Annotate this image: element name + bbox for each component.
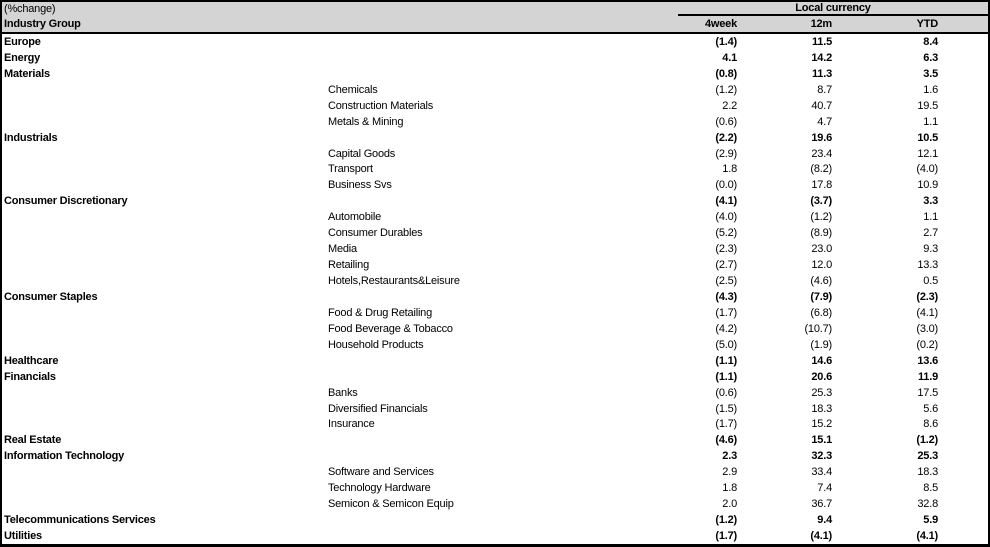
cell-ytd: (1.2): [916, 434, 938, 447]
cell-12m: (7.9): [810, 290, 832, 303]
row-label: Food Beverage & Tobacco: [328, 322, 453, 335]
cell-ytd: 25.3: [917, 450, 938, 463]
row-label: Healthcare: [4, 354, 59, 367]
cell-ytd: (4.1): [916, 530, 938, 543]
cell-4week: (1.2): [715, 514, 737, 527]
table-row-consumer-discretionary: [2, 193, 988, 209]
cell-4week: (2.5): [715, 275, 737, 288]
table-row-food-beverage-tobacco: [2, 321, 988, 337]
cell-ytd: 8.6: [923, 418, 938, 431]
cell-4week: (1.7): [715, 306, 737, 319]
table-row-real-estate: [2, 432, 988, 448]
table-row-healthcare: [2, 353, 988, 369]
cell-4week: 2.2: [722, 99, 737, 112]
cell-4week: 2.9: [722, 466, 737, 479]
cell-ytd: 6.3: [923, 51, 938, 64]
cell-12m: (8.2): [810, 163, 832, 176]
table-row-utilities: [2, 528, 988, 544]
row-label: Financials: [4, 370, 56, 383]
cell-ytd: 17.5: [917, 386, 938, 399]
table-row-consumer-staples: [2, 289, 988, 305]
cell-ytd: 32.8: [917, 498, 938, 511]
column-header-4week: 4week: [704, 18, 737, 30]
row-label: Business Svs: [328, 179, 392, 192]
cell-ytd: 1.1: [923, 211, 938, 224]
table-row-chemicals: [2, 82, 988, 98]
cell-12m: 14.2: [811, 51, 832, 64]
table-row-retailing: [2, 257, 988, 273]
cell-ytd: 13.6: [917, 354, 938, 367]
cell-12m: 7.4: [817, 482, 832, 495]
cell-4week: (1.2): [715, 83, 737, 96]
row-label: Europe: [4, 35, 41, 48]
row-label: Banks: [328, 386, 358, 399]
column-header-12m: 12m: [810, 18, 832, 30]
cell-12m: 40.7: [811, 99, 832, 112]
row-label: Food & Drug Retailing: [328, 306, 433, 319]
row-label: Capital Goods: [328, 147, 396, 160]
cell-12m: 11.5: [811, 35, 832, 48]
table-row-financials: [2, 369, 988, 385]
row-label: Consumer Discretionary: [4, 195, 128, 208]
cell-12m: (10.7): [804, 322, 832, 335]
cell-ytd: 8.5: [923, 482, 938, 495]
cell-12m: 14.6: [811, 354, 832, 367]
cell-ytd: 10.5: [917, 131, 938, 144]
cell-ytd: 18.3: [917, 466, 938, 479]
cell-ytd: 10.9: [917, 179, 938, 192]
cell-ytd: (3.0): [916, 322, 938, 335]
cell-ytd: 9.3: [923, 243, 938, 256]
cell-4week: 4.1: [722, 51, 737, 64]
cell-12m: (8.9): [810, 227, 832, 240]
table-row-media: [2, 241, 988, 257]
table-row-materials: [2, 66, 988, 82]
cell-12m: (6.8): [810, 306, 832, 319]
table-row-transport: [2, 162, 988, 178]
table-header: [2, 2, 988, 34]
cell-12m: 23.4: [811, 147, 832, 160]
row-label: Materials: [4, 67, 50, 80]
cell-4week: 2.0: [722, 498, 737, 511]
cell-12m: (3.7): [810, 195, 832, 208]
row-label: Energy: [4, 51, 41, 64]
cell-4week: (4.0): [715, 211, 737, 224]
cell-ytd: 5.6: [923, 402, 938, 415]
cell-ytd: 13.3: [917, 259, 938, 272]
cell-ytd: 5.9: [923, 514, 938, 527]
row-label: Metals & Mining: [328, 115, 404, 128]
industry-group-header: Industry Group: [4, 18, 81, 30]
cell-4week: (2.3): [715, 243, 737, 256]
cell-4week: (2.7): [715, 259, 737, 272]
header-row-columns: [2, 16, 988, 32]
cell-12m: 8.7: [817, 83, 832, 96]
cell-ytd: 8.4: [923, 35, 938, 48]
table-row-household-products: [2, 337, 988, 353]
table-row-technology-hardware: [2, 480, 988, 496]
table-row-telecommunications-services: [2, 512, 988, 528]
cell-ytd: 11.9: [917, 370, 938, 383]
cell-4week: (4.2): [715, 322, 737, 335]
local-currency-header: Local currency: [678, 2, 988, 16]
cell-ytd: 19.5: [917, 99, 938, 112]
table-row-software-and-services: [2, 464, 988, 480]
table-row-europe: [2, 34, 988, 50]
cell-12m: (4.1): [810, 530, 832, 543]
row-label: Chemicals: [328, 83, 378, 96]
cell-ytd: 3.3: [923, 195, 938, 208]
cell-4week: (1.1): [715, 354, 737, 367]
cell-4week: (0.6): [715, 115, 737, 128]
row-label: Technology Hardware: [328, 482, 431, 495]
table-row-capital-goods: [2, 146, 988, 162]
table-row-energy: [2, 50, 988, 66]
column-header-ytd: YTD: [916, 18, 938, 30]
row-label: Household Products: [328, 338, 424, 351]
cell-4week: (0.6): [715, 386, 737, 399]
cell-ytd: 1.6: [923, 83, 938, 96]
cell-4week: (1.7): [715, 418, 737, 431]
row-label: Consumer Durables: [328, 227, 423, 240]
cell-4week: (2.2): [715, 131, 737, 144]
row-label: Software and Services: [328, 466, 434, 479]
cell-4week: (2.9): [715, 147, 737, 160]
cell-12m: 23.0: [811, 243, 832, 256]
cell-ytd: (4.0): [916, 163, 938, 176]
cell-12m: 15.2: [811, 418, 832, 431]
cell-4week: (0.8): [715, 67, 737, 80]
cell-12m: 19.6: [811, 131, 832, 144]
cell-4week: (1.1): [715, 370, 737, 383]
cell-4week: (4.3): [715, 290, 737, 303]
table-row-information-technology: [2, 448, 988, 464]
cell-12m: 20.6: [811, 370, 832, 383]
cell-ytd: (4.1): [916, 306, 938, 319]
cell-ytd: (0.2): [916, 338, 938, 351]
cell-4week: 1.8: [722, 163, 737, 176]
cell-12m: 11.3: [811, 67, 832, 80]
cell-12m: (1.9): [810, 338, 832, 351]
header-row-change: [2, 2, 988, 16]
cell-4week: (1.5): [715, 402, 737, 415]
row-label: Telecommunications Services: [4, 514, 156, 527]
table-row-hotels-restaurants-leisure: [2, 273, 988, 289]
cell-12m: (4.6): [810, 275, 832, 288]
cell-ytd: 1.1: [923, 115, 938, 128]
cell-ytd: 3.5: [923, 67, 938, 80]
cell-4week: (0.0): [715, 179, 737, 192]
row-label: Automobile: [328, 211, 382, 224]
cell-12m: (1.2): [810, 211, 832, 224]
cell-ytd: 12.1: [917, 147, 938, 160]
row-label: Semicon & Semicon Equip: [328, 498, 454, 511]
cell-12m: 18.3: [811, 402, 832, 415]
table-body: [2, 34, 988, 544]
table-row-automobile: [2, 209, 988, 225]
row-label: Transport: [328, 163, 373, 176]
row-label: Hotels,Restaurants&Leisure: [328, 275, 460, 288]
table-row-insurance: [2, 417, 988, 433]
cell-4week: (5.2): [715, 227, 737, 240]
table-row-construction-materials: [2, 98, 988, 114]
row-label: Insurance: [328, 418, 375, 431]
table-row-industrials: [2, 130, 988, 146]
cell-ytd: 2.7: [923, 227, 938, 240]
table-row-diversified-financials: [2, 401, 988, 417]
table-row-banks: [2, 385, 988, 401]
row-label: Retailing: [328, 259, 370, 272]
row-label: Real Estate: [4, 434, 62, 447]
percent-change-label: (%change): [4, 3, 56, 15]
cell-4week: (4.6): [715, 434, 737, 447]
table-row-food-drug-retailing: [2, 305, 988, 321]
table-row-semicon-semicon-equip: [2, 496, 988, 512]
row-label: Industrials: [4, 131, 58, 144]
row-label: Construction Materials: [328, 99, 434, 112]
cell-12m: 17.8: [811, 179, 832, 192]
row-label: Consumer Staples: [4, 290, 98, 303]
row-label: Diversified Financials: [328, 402, 428, 415]
cell-12m: 33.4: [811, 466, 832, 479]
cell-12m: 9.4: [817, 514, 832, 527]
table-row-metals-mining: [2, 114, 988, 130]
row-label: Media: [328, 243, 357, 256]
cell-12m: 32.3: [811, 450, 832, 463]
row-label: Information Technology: [4, 450, 125, 463]
row-label: Utilities: [4, 530, 42, 543]
cell-4week: (1.7): [715, 530, 737, 543]
table-row-consumer-durables: [2, 225, 988, 241]
cell-12m: 25.3: [811, 386, 832, 399]
cell-12m: 36.7: [811, 498, 832, 511]
cell-12m: 15.1: [811, 434, 832, 447]
cell-12m: 12.0: [811, 259, 832, 272]
cell-12m: 4.7: [817, 115, 832, 128]
cell-4week: 2.3: [722, 450, 737, 463]
cell-ytd: (2.3): [916, 290, 938, 303]
cell-4week: (1.4): [715, 35, 737, 48]
cell-4week: 1.8: [722, 482, 737, 495]
table-row-business-svs: [2, 177, 988, 193]
cell-4week: (4.1): [715, 195, 737, 208]
cell-4week: (5.0): [715, 338, 737, 351]
cell-ytd: 0.5: [923, 275, 938, 288]
